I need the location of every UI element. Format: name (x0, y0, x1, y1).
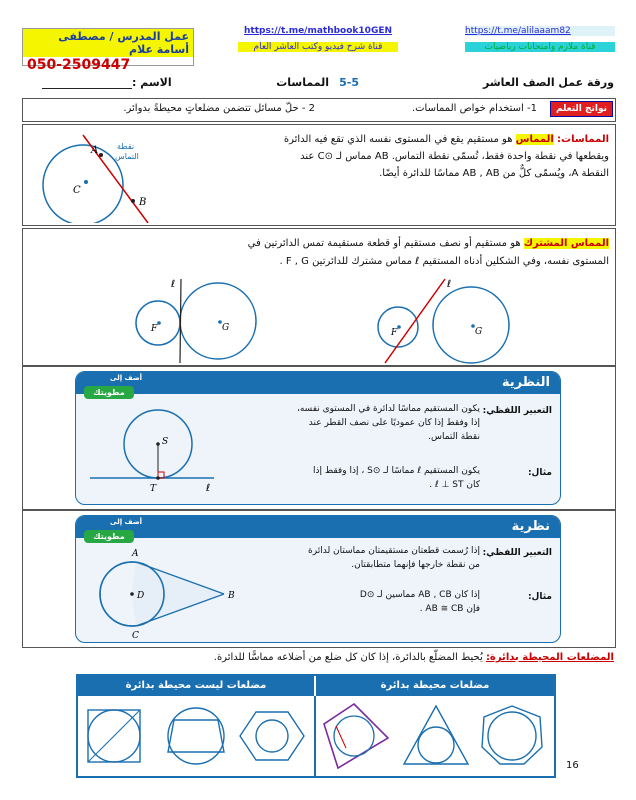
polygons-table (76, 674, 556, 778)
fig-label-point: نقطة (117, 142, 135, 151)
common-tangent-term: المماس المشترك (523, 238, 609, 249)
lesson-number: 5-5 (339, 76, 359, 89)
fig-label-tangent: التماس (115, 152, 139, 161)
tangent-figure (23, 127, 193, 223)
tangent-line1: هو مستقيم يقع في المستوى نفسه الذي تقع فيه الدائرة (283, 134, 513, 145)
theorem2-verbal-1: إذا رُسمت قطعتان مستقيمتان مماستان لدائرة (308, 546, 480, 556)
theorem2-verbal-label: التعبير اللفظي: (482, 548, 552, 558)
right-channel (465, 26, 615, 52)
channel-caption-center: قناة شرح فيديو وكتب العاشر العام (238, 42, 398, 52)
theorem2-add-to: أضف إلى (110, 518, 143, 526)
teacher-name: عمل المدرس / مصطفى أسامة علام (23, 29, 193, 57)
tangent-text (229, 131, 609, 182)
tangent-line3: النقطة A، ويُسمّى كلٌّ من AB , AB مماسًا للدائرة أيضًا. (379, 168, 609, 179)
common-tangent-line1: هو مستقيم أو نصف مستقيم أو قطعة مستقيمة تمس الدائرتين في (247, 238, 521, 249)
common-tangent-fig-left (123, 275, 273, 365)
channel-link-center[interactable]: https://t.me/mathbook10GEN (243, 26, 393, 36)
fig-label-D: D (137, 591, 145, 601)
outcome-2: 2 - حلّ مسائل تتضمن مضلعاتٍ محيطةً بدوائر. (123, 103, 315, 114)
tangent-section (22, 124, 616, 226)
theorem1-add-to: أضف إلى (110, 374, 143, 382)
theorem2-figure (90, 546, 240, 640)
theorem1-verbal (240, 402, 480, 444)
common-tangent-line2: المستوى نفسه، وفي الشكلين أدناه المستقيم ℓ مماس مشترك للدائرتين F , G . (279, 256, 609, 267)
theorem1-foldable: مطويتك (84, 386, 134, 399)
theorem1-example-label: مثال: (527, 468, 552, 478)
outcomes-badge: نواتج التعلم (550, 101, 613, 117)
theorem1-verbal-1: يكون المستقيم مماسًا لدائرة في المستوى نفسه، (296, 404, 480, 414)
polygons-term: المضلعات المحيطة بدائرة: (485, 652, 614, 663)
fig-label-G: G (222, 323, 230, 333)
theorem1-verbal-label: التعبير اللفظي: (482, 406, 552, 416)
theorem1-example-1: يكون المستقيم ℓ مماسًا لـ ⊙S ، إذا وفقط إذا (312, 466, 480, 476)
fig-label-G-2: G (475, 327, 483, 337)
fig-label-A: A (91, 145, 99, 156)
fig-label-S: S (162, 437, 169, 447)
name-line (42, 88, 132, 89)
fig-label-C-2: C (132, 631, 139, 640)
theorem2-foldable: مطويتك (84, 530, 134, 543)
theorem1-figure (86, 396, 226, 500)
theorem2-example-1: إذا كان AB , CB مماسين لـ ⊙D (359, 590, 480, 600)
fig-label-T: T (150, 484, 157, 494)
fig-label-A-2: A (132, 549, 139, 559)
theorem1-verbal-3: نقطة التماس. (428, 432, 480, 442)
fig-label-l: ℓ (171, 279, 176, 290)
fig-label-C: C (73, 185, 81, 196)
tangent-line2: ويقطعها في نقطة واحدة فقط، تُسمّى نقطة التماس. AB مماس لـ ⊙C عند (300, 151, 609, 162)
polygons-text (22, 652, 614, 663)
common-tangent-text (49, 235, 609, 271)
fig-label-l-3: ℓ (206, 483, 211, 494)
fig-label-B-2: B (228, 591, 235, 601)
title-row (22, 76, 614, 94)
tangent-term: المماسات: (557, 134, 609, 145)
theorem2-example (240, 588, 480, 616)
theorem2-title: نظرية (511, 519, 550, 534)
theorem2-example-label: مثال: (527, 592, 552, 602)
outcome-1: 1- استخدام خواص المماسات. (411, 103, 537, 114)
name-label: الاسم : (132, 76, 172, 89)
common-tangent-fig-right (363, 275, 523, 365)
fig-label-B: B (139, 197, 147, 208)
polygons-def: يُحيط المضلّع بالدائرة، إذا كان كل ضلع من أضلاعه مماسًّا للدائرة. (213, 652, 483, 663)
tangent-highlight: المماس (515, 134, 554, 145)
circumscribed-shapes (316, 698, 554, 774)
theorem1-verbal-2: إذا وفقط إذا كان عموديًا على نصف القطر عند (308, 418, 480, 428)
theorem2-banner (76, 516, 560, 538)
theorem2-verbal (240, 544, 480, 572)
worksheet-title: ورقة عمل الصف العاشر (483, 76, 614, 89)
col-circumscribed: مضلعات محيطة بدائرة (316, 676, 554, 696)
theorem2-card (75, 515, 561, 643)
center-channel (238, 26, 398, 52)
fig-label-F-2: F (391, 328, 398, 338)
theorem2-section (22, 510, 616, 648)
channel-link-right[interactable]: https://t.me/alilaaam82 (465, 26, 615, 36)
teacher-phone: 050-2509447 (27, 57, 131, 73)
fig-label-l-2: ℓ (447, 279, 452, 290)
theorem1-card (75, 371, 561, 505)
channel-caption-right: قناة ملازم وامتحانات رياضيات (465, 42, 615, 52)
not-circumscribed-shapes (78, 698, 314, 774)
fig-label-F: F (151, 324, 158, 334)
page-number: 16 (566, 760, 579, 771)
theorem2-example-2: فإن AB ≅ CB . (419, 604, 480, 614)
theorem2-verbal-2: من نقطة خارجها فإنهما متطابقتان. (351, 560, 480, 570)
theorem1-banner (76, 372, 560, 394)
common-tangent-section (22, 228, 616, 366)
theorem1-example-2: كان ℓ ⊥ ST . (429, 480, 480, 490)
outcomes-row (22, 98, 616, 122)
theorem1-example (240, 464, 480, 492)
lesson-name: المماسات (276, 76, 329, 89)
theorem1-title: النظرية (501, 375, 550, 390)
teacher-box (22, 28, 194, 73)
theorem1-section (22, 366, 616, 510)
col-not-circumscribed: مضلعات ليست محيطة بدائرة (78, 676, 316, 696)
